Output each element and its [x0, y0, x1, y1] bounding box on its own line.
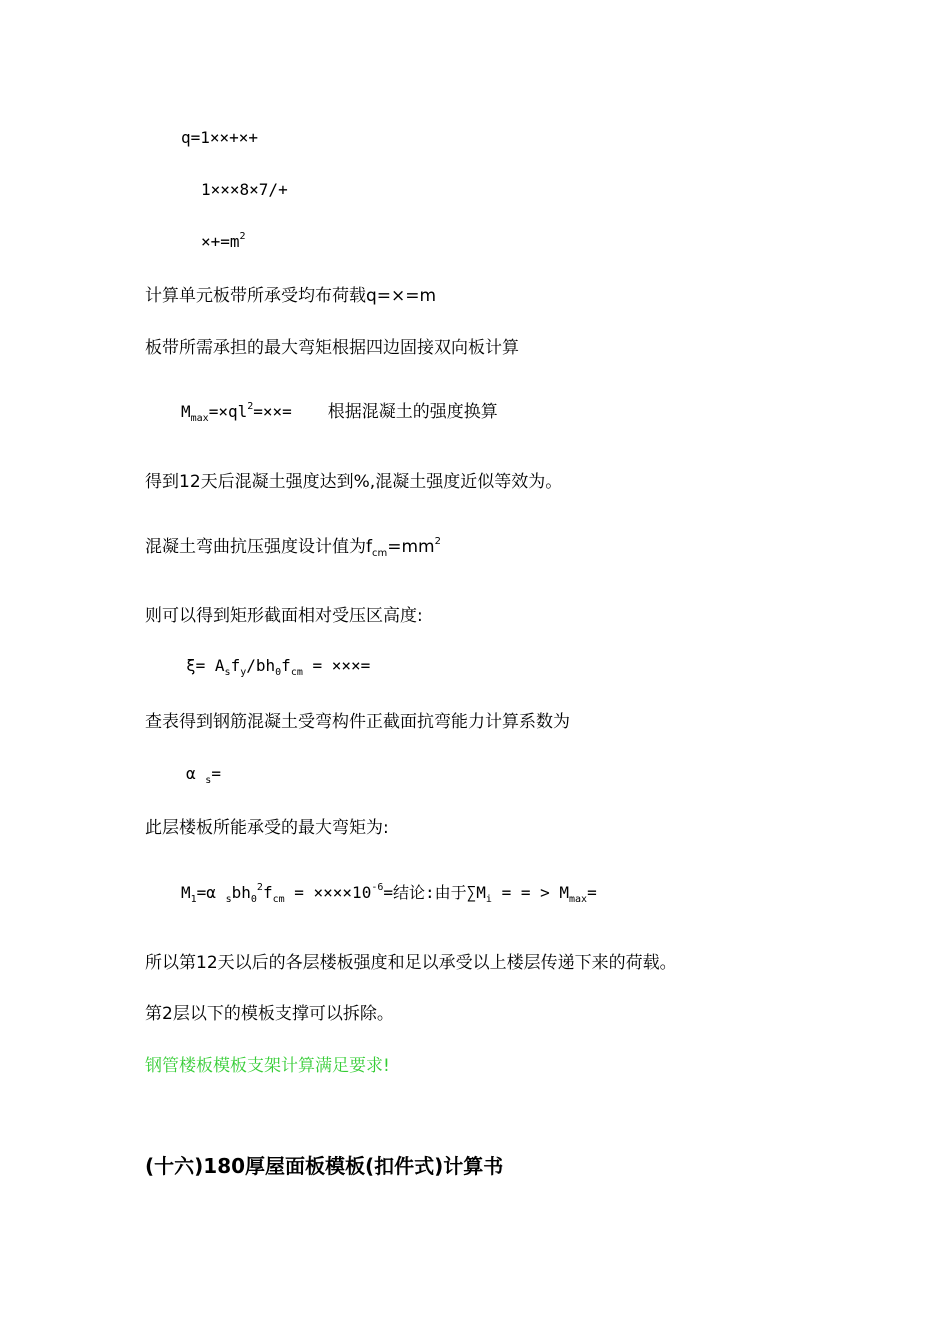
section-heading: (十六)180厚屋面板模板(扣件式)计算书: [145, 1154, 504, 1178]
removal-text: 第2层以下的模板支撑可以拆除。: [145, 1004, 394, 1024]
formula-q-line2: 1×××8×7/+: [201, 180, 288, 199]
strength-day12-text: 得到12天后混凝土强度达到%,混凝土强度近似等效为。: [145, 472, 563, 492]
fcm-text: 混凝土弯曲抗压强度设计值为$f_{cm}=mm^2$: [145, 536, 441, 559]
mmax-note: 根据混凝土的强度换算: [327, 402, 498, 422]
mmax-formula: $M_{max}=\times ql^2=\times\times=$ 根据混凝土的强度换算: [181, 401, 498, 424]
conclusion-day12-text: 所以第12天以后的各层楼板强度和足以承受以上楼层传递下来的荷载。: [145, 953, 677, 973]
alpha-s-formula: α $_s$=: [186, 764, 221, 786]
formula-q-line1: q=1××+×+: [181, 128, 259, 147]
max-moment-basis-text: 板带所需承担的最大弯矩根据四边固接双向板计算: [145, 338, 519, 358]
floor-max-moment-text: 此层楼板所能承受的最大弯矩为:: [145, 818, 389, 838]
relative-height-text: 则可以得到矩形截面相对受压区高度:: [145, 606, 423, 626]
formula-q-line3: $\times+=m^2$: [201, 231, 246, 251]
m1-formula: $M_1=\alpha$ $_sbh_0^2f_{cm} = \times\times\times\times 10^{-6}=$结论:由于$\sum M_i$ = = > $M_{max}=$: [181, 882, 597, 905]
unit-load-text: 计算单元板带所承受均布荷载q=×=m: [145, 286, 437, 306]
xi-formula: $\xi= A_sf_y/bh_0f_{cm}$ = ×××=: [186, 656, 371, 678]
table-lookup-text: 查表得到钢筋混凝土受弯构件正截面抗弯能力计算系数为: [145, 712, 570, 732]
calculation-ok-text: 钢管楼板模板支架计算满足要求!: [145, 1056, 390, 1076]
